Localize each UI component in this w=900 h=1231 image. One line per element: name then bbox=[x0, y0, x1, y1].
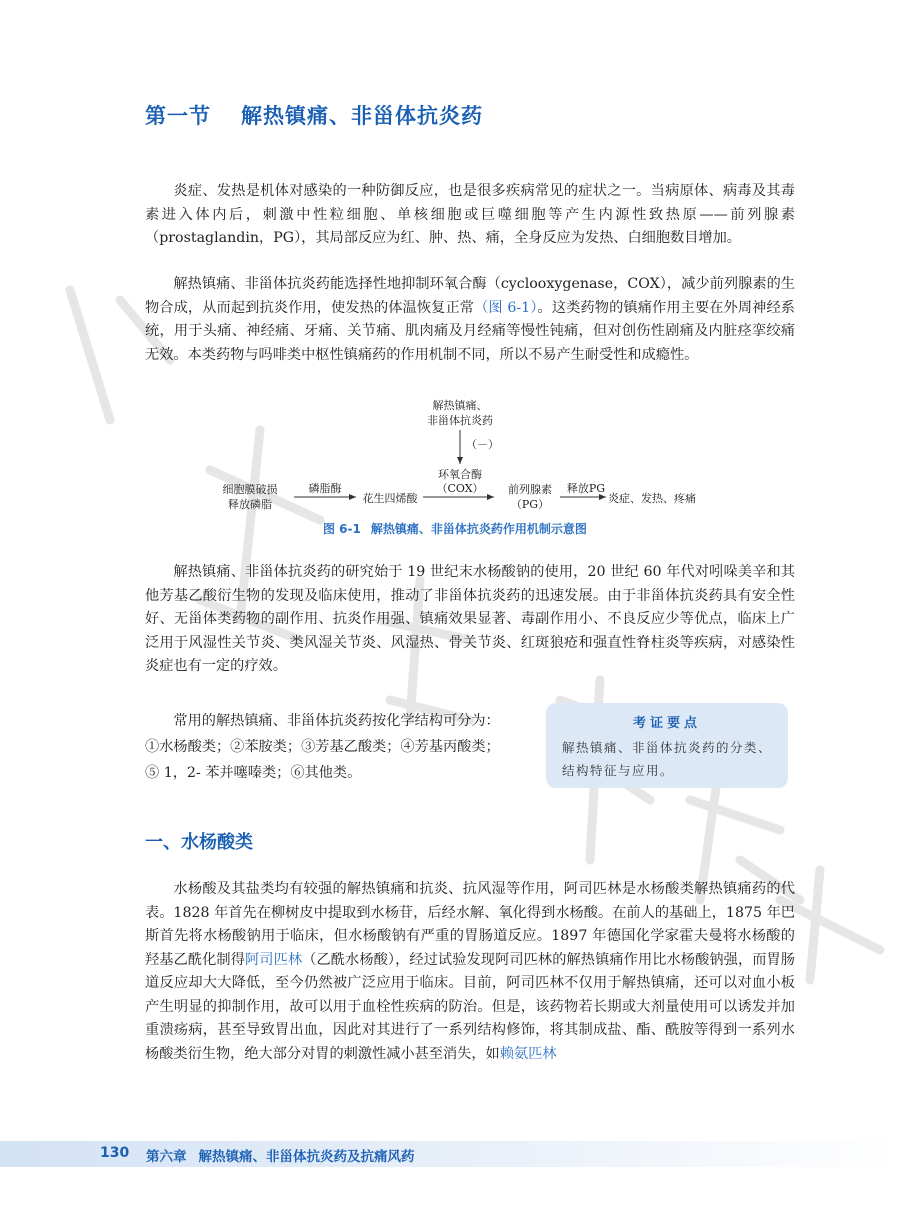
section-number: 第一节 bbox=[145, 104, 211, 128]
paragraph-inflammation: 炎症、发热是机体对感染的一种防御反应，也是很多疾病常见的症状之一。当病原体、病毒及其毒素进入体内后，刺激中性粒细胞、单核细胞或巨噬细胞等产生内源性致热原——前列腺素（prostaglandin，PG），其局部反应为红、肿、热、痛，全身反应为发热、白细胞数目增加。 bbox=[145, 183, 795, 246]
fig-drug-label-1: 解热镇痛、 bbox=[432, 399, 488, 412]
fig-cell-label-2: 释放磷脂 bbox=[228, 498, 272, 511]
fig-inhibit-label: （－） bbox=[466, 438, 499, 451]
fig-drug-label-2: 非甾体抗炎药 bbox=[427, 414, 493, 427]
classification-items-1: ①水杨酸类；②苯胺类；③芳基乙酸类；④芳基丙酸类； bbox=[145, 739, 500, 755]
subsection-title: 一、水杨酸类 bbox=[145, 832, 253, 853]
fig-release-label: 释放PG bbox=[566, 482, 606, 495]
fig-cox-label-1: 环氧合酶 bbox=[438, 468, 482, 481]
aspirin-link[interactable]: 阿司匹林 bbox=[245, 951, 303, 968]
footer-chapter-title: 解热镇痛、非甾体抗炎药及抗痛风药 bbox=[198, 1149, 415, 1165]
section-title-text: 解热镇痛、非甾体抗炎药 bbox=[241, 104, 483, 128]
exam-points-body: 解热镇痛、非甾体抗炎药的分类、结构特征与应用。 bbox=[562, 740, 773, 778]
section-title bbox=[145, 100, 483, 130]
classification-list bbox=[145, 708, 545, 786]
paragraph-salicylic-text-b: （乙酰水杨酸），经过试验发现阿司匹林的解热镇痛作用比水杨酸钠强，而胃肠道反应却大大降低，至今仍然被广泛应用于临床。目前，阿司匹林不仅用于解热镇痛，还可以对血小板产生明显的抑制作用，故可以用于血栓性疾病的防治。但是，该药物若长期或大剂量使用可以诱发并加重溃疡病，甚至导致胃出血，因此对其进行了一系列结构修饰，将其制成盐、酯、酰胺等得到一系列水杨酸类衍生物，绝大部分对胃的刺激性减小甚至消失，如 bbox=[145, 951, 795, 1062]
classification-items-2: ⑤ 1，2- 苯并噻嗪类；⑥其他类。 bbox=[145, 765, 362, 781]
fig-pg-label-1: 前列腺素 bbox=[508, 483, 552, 496]
figure-caption-text: 解热镇痛、非甾体抗炎药作用机制示意图 bbox=[370, 522, 587, 536]
fig-cox-label-2: （COX） bbox=[436, 482, 484, 495]
paragraph-mechanism-text-b: 。这类药物的镇痛作用主要在外周神经系统，用于头痛、神经痛、牙痛、关节痛、肌肉痛及月经痛等慢性钝痛，但对创伤性剧痛及内脏痉挛绞痛无效。本类药物与吗啡类中枢性镇痛药的作用机制不同，所以不易产生耐受性和成瘾性。 bbox=[145, 299, 795, 363]
fig-result-label: 炎症、发热、疼痛 bbox=[608, 492, 696, 505]
fig-cell-label-1: 细胞膜破损 bbox=[222, 483, 278, 496]
exam-points-title: 考证要点 bbox=[632, 716, 701, 731]
fig-pg-label-2: （PG） bbox=[510, 498, 550, 511]
paragraph-history: 解热镇痛、非甾体抗炎药的研究始于 19 世纪末水杨酸钠的使用，20 世纪 60 年代对吲哚美辛和其他芳基乙酸衍生物的发现及临床使用，推动了非甾体抗炎药的迅速发展。由于非甾体抗炎药具有安全性好、无甾体类药物的副作用、抗炎作用强、镇痛效果显著、毒副作用小、不良反应少等优点，临床上广泛用于风湿性关节炎、类风湿关节炎、风湿热、骨关节炎、红斑狼疮和强直性脊柱炎等疾病，对感染性炎症也有一定的疗效。 bbox=[145, 564, 795, 674]
paragraph-mechanism bbox=[145, 273, 795, 367]
paragraph-salicylic bbox=[145, 878, 795, 1066]
lysine-aspirin-link[interactable]: 赖氨匹林 bbox=[499, 1045, 557, 1062]
footer-chapter-number: 第六章 bbox=[146, 1149, 187, 1165]
figure-caption-number: 图 6-1 bbox=[323, 522, 361, 536]
figure-reference-link[interactable]: （图 6-1） bbox=[474, 299, 538, 316]
figure-caption bbox=[323, 520, 587, 537]
footer-chapter bbox=[146, 1145, 415, 1165]
page-number: 130 bbox=[100, 1145, 130, 1161]
paragraph-salicylic-text-a: 水杨酸及其盐类均有较强的解热镇痛和抗炎、抗风湿等作用，阿司匹林是水杨酸类解热镇痛药的代表。1828 年首先在柳树皮中提取到水杨苷，后经水解、氧化得到水杨酸。在前人的基础上，1875 年巴斯首先将水杨酸钠用于临床，但水杨酸钠有严重的胃肠道反应。1897 年德国化学家霍夫曼将水杨酸的羟基乙酰化制得 bbox=[145, 881, 795, 968]
footer-bar bbox=[0, 1141, 900, 1167]
fig-enzyme-label: 磷脂酶 bbox=[308, 482, 342, 495]
fig-aa-label: 花生四烯酸 bbox=[362, 492, 418, 505]
exam-points-box bbox=[546, 703, 788, 788]
classification-intro: 常用的解热镇痛、非甾体抗炎药按化学结构可分为： bbox=[173, 713, 500, 729]
paragraph-mechanism-text-a: 解热镇痛、非甾体抗炎药能选择性地抑制环氧合酶（cyclooxygenase，COX），减少前列腺素的生物合成，从而起到抗炎作用，使发热的体温恢复正常 bbox=[145, 276, 795, 316]
